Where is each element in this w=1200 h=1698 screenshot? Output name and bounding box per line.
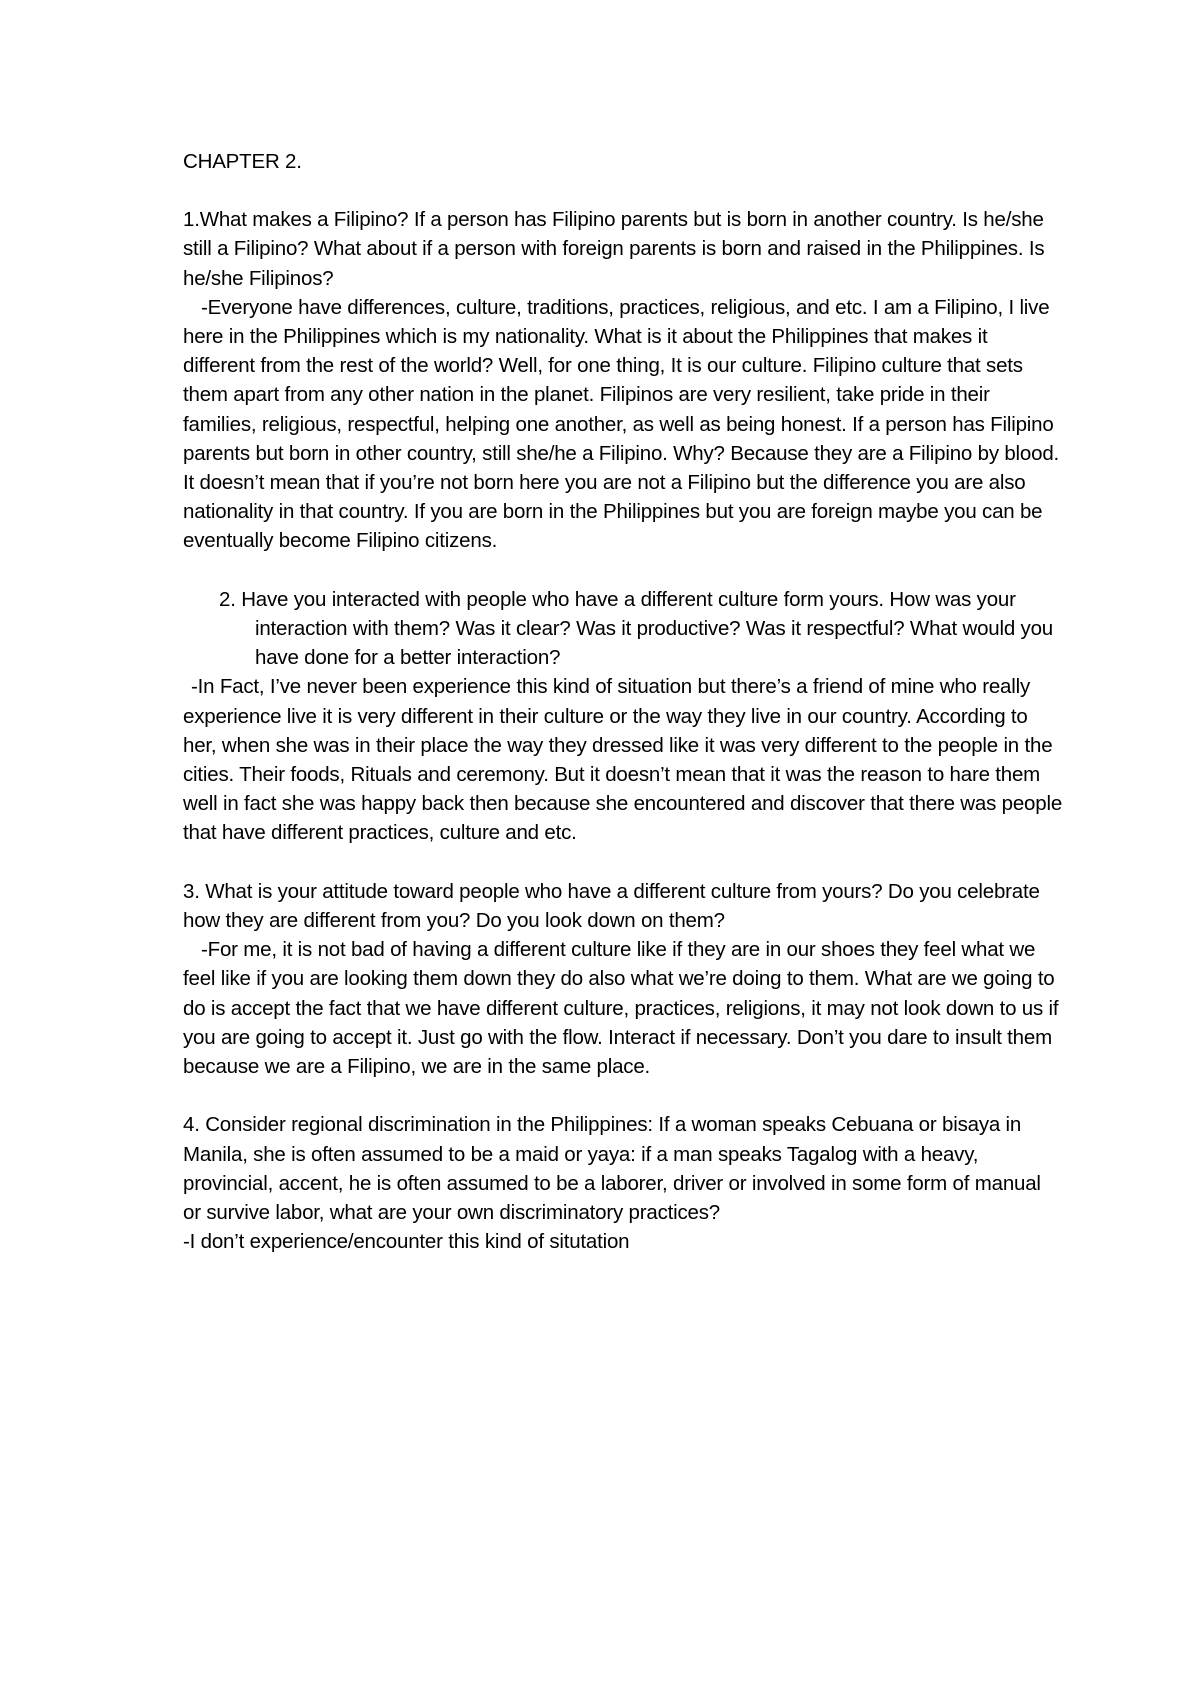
question-1: 1.What makes a Filipino? If a person has Filipino parents but is born in another country. Is he/she still a Filipino? What about if a person with foreign parents is born and raised in the Philippines. Is he/she Filipinos? — [183, 208, 1045, 290]
paragraph-gap — [183, 848, 1063, 877]
document-body — [183, 147, 1063, 1256]
question-3: 3. What is your attitude toward people who have a different culture from yours? Do you celebrate how they are different from you? Do you look down on them? — [183, 879, 1040, 933]
question-4: 4. Consider regional discrimination in the Philippines: If a woman speaks Cebuana or bisaya in Manila, she is often assumed to be a maid or yaya: if a man speaks Tagalog with a heavy, provincial, accent, he is often assumed to be a laborer, driver or involved in some form of manual or survive labor, what are your own discriminatory practices? — [183, 1113, 1041, 1225]
chapter-heading: CHAPTER 2. — [183, 150, 302, 173]
answer-1: -Everyone have differences, culture, traditions, practices, religious, and etc. I am a Filipino, I live here in the Philippines which is my nationality. What is it about the Philippines that makes it different from the rest of the world? Well, for one thing, It is our culture. Filipino culture that sets them apart from any other nation in the planet. Filipinos are very resilient, take pride in their families, religious, respectful, helping one another, as well as being honest. If a person has Filipino parents but born in other country, still she/he a Filipino. Why? Because they are a Filipino by blood. It doesn’t mean that if you’re not born here you are not a Filipino but the difference you are also nationality in that country. If you are born in the Philippines but you are foreign maybe you can be eventually become Filipino citizens. — [183, 295, 1060, 553]
answer-2: -In Fact, I’ve never been experience this kind of situation but there’s a friend of mine who really experience live it is very different in their culture or the way they live in our country. According to her, when she was in their place the way they dressed like it was very different to the people in the cities. Their foods, Rituals and ceremony. But it doesn’t mean that it was the reason to hare them well in fact she was happy back then because she encountered and discover that there was people that have different practices, culture and etc. — [183, 675, 1063, 845]
paragraph-gap — [183, 556, 1063, 585]
answer-4: -I don’t experience/encounter this kind of situtation — [183, 1230, 630, 1254]
answer-3: -For me, it is not bad of having a different culture like if they are in our shoes they feel what we feel like if you are looking them down they do also what we’re doing to them. What are we going to do is accept the fact that we have different culture, practices, religions, it may not look down to us if you are going to accept it. Just go with the flow. Interact if necessary. Don’t you dare to insult them because we are a Filipino, we are in the same place. — [183, 938, 1059, 1079]
paragraph-gap — [183, 1081, 1063, 1110]
question-2: 2. Have you interacted with people who have a different culture form yours. How was your interaction with them? Was it clear? Was it productive? Was it respectful? What would you have done for a better interaction? — [219, 587, 1053, 670]
